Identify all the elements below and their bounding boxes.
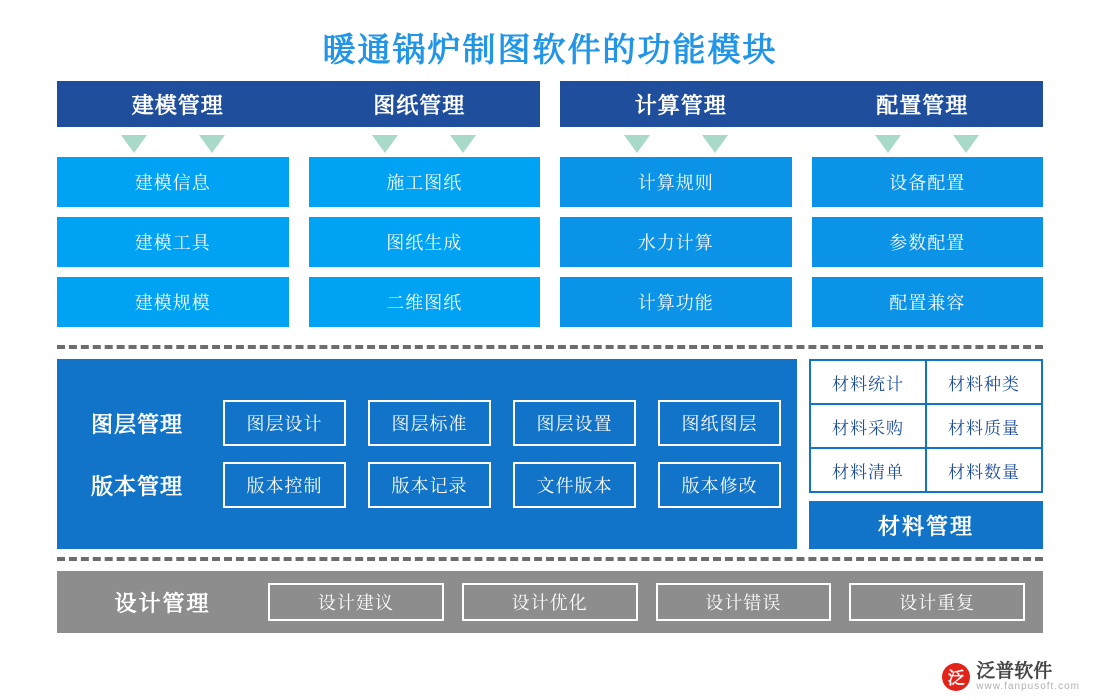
module-item[interactable]: 建模信息 bbox=[57, 157, 289, 207]
version-item[interactable]: 版本记录 bbox=[368, 462, 491, 508]
layer-item[interactable]: 图层设置 bbox=[513, 400, 636, 446]
down-arrow-icon bbox=[450, 135, 476, 153]
version-item[interactable]: 版本控制 bbox=[223, 462, 346, 508]
version-item[interactable]: 文件版本 bbox=[513, 462, 636, 508]
design-management-label: 设计管理 bbox=[114, 590, 211, 616]
material-item[interactable]: 材料质量 bbox=[927, 405, 1041, 447]
material-grid bbox=[809, 359, 1043, 493]
divider-bottom bbox=[57, 557, 1043, 561]
arrows-row bbox=[0, 127, 1100, 157]
design-item[interactable]: 设计建议 bbox=[268, 583, 444, 621]
design-management-bar bbox=[57, 571, 1043, 633]
material-item[interactable]: 材料统计 bbox=[811, 361, 925, 403]
module-item[interactable]: 施工图纸 bbox=[309, 157, 541, 207]
arrow-cell-1 bbox=[57, 127, 289, 157]
layer-row bbox=[73, 400, 781, 446]
material-item[interactable]: 材料种类 bbox=[927, 361, 1041, 403]
design-item[interactable]: 设计优化 bbox=[462, 583, 638, 621]
column-header-configuration[interactable]: 配置管理 bbox=[802, 81, 1044, 127]
version-row bbox=[73, 462, 781, 508]
logo-text bbox=[976, 662, 1080, 692]
module-item[interactable]: 图纸生成 bbox=[309, 217, 541, 267]
version-item[interactable]: 版本修改 bbox=[658, 462, 781, 508]
material-item[interactable]: 材料数量 bbox=[927, 449, 1041, 491]
layer-management-label: 图层管理 bbox=[90, 411, 183, 437]
version-management-label: 版本管理 bbox=[90, 473, 183, 499]
down-arrow-icon bbox=[702, 135, 728, 153]
column-configuration bbox=[812, 157, 1044, 337]
column-modeling bbox=[57, 157, 289, 337]
module-item[interactable]: 建模工具 bbox=[57, 217, 289, 267]
column-header-modeling[interactable]: 建模管理 bbox=[57, 81, 299, 127]
middle-section bbox=[0, 359, 1100, 549]
arrow-cell-4 bbox=[812, 127, 1044, 157]
material-panel bbox=[809, 359, 1043, 549]
material-item[interactable]: 材料清单 bbox=[811, 449, 925, 491]
down-arrow-icon bbox=[953, 135, 979, 153]
layer-item[interactable]: 图层设计 bbox=[223, 400, 346, 446]
header-group-right bbox=[560, 81, 1043, 127]
logo-name: 泛普软件 bbox=[976, 660, 1053, 682]
logo-mark-icon: 泛 bbox=[942, 663, 970, 691]
design-item[interactable]: 设计错误 bbox=[656, 583, 832, 621]
down-arrow-icon bbox=[121, 135, 147, 153]
page-title: 暖通锅炉制图软件的功能模块 bbox=[322, 31, 778, 68]
layer-item[interactable]: 图层标准 bbox=[368, 400, 491, 446]
module-item[interactable]: 配置兼容 bbox=[812, 277, 1044, 327]
layer-item[interactable]: 图纸图层 bbox=[658, 400, 781, 446]
column-headers-row bbox=[0, 81, 1100, 127]
module-item[interactable]: 参数配置 bbox=[812, 217, 1044, 267]
logo-url: www.fanpusoft.com bbox=[976, 680, 1080, 692]
column-calculation bbox=[560, 157, 792, 337]
layer-version-panel bbox=[57, 359, 797, 549]
module-item[interactable]: 二维图纸 bbox=[309, 277, 541, 327]
column-items-grid bbox=[0, 157, 1100, 337]
module-item[interactable]: 计算规则 bbox=[560, 157, 792, 207]
module-item[interactable]: 建模规模 bbox=[57, 277, 289, 327]
material-item[interactable]: 材料采购 bbox=[811, 405, 925, 447]
design-item[interactable]: 设计重复 bbox=[849, 583, 1025, 621]
down-arrow-icon bbox=[875, 135, 901, 153]
column-drawing bbox=[309, 157, 541, 337]
down-arrow-icon bbox=[199, 135, 225, 153]
header-group-left bbox=[57, 81, 540, 127]
down-arrow-icon bbox=[624, 135, 650, 153]
column-header-drawing[interactable]: 图纸管理 bbox=[299, 81, 541, 127]
module-item[interactable]: 计算功能 bbox=[560, 277, 792, 327]
module-item[interactable]: 设备配置 bbox=[812, 157, 1044, 207]
arrow-cell-3 bbox=[560, 127, 792, 157]
down-arrow-icon bbox=[372, 135, 398, 153]
material-management-label: 材料管理 bbox=[809, 501, 1043, 549]
module-item[interactable]: 水力计算 bbox=[560, 217, 792, 267]
divider-top bbox=[57, 345, 1043, 349]
column-header-calculation[interactable]: 计算管理 bbox=[560, 81, 802, 127]
arrow-cell-2 bbox=[309, 127, 541, 157]
brand-logo bbox=[942, 662, 1080, 692]
